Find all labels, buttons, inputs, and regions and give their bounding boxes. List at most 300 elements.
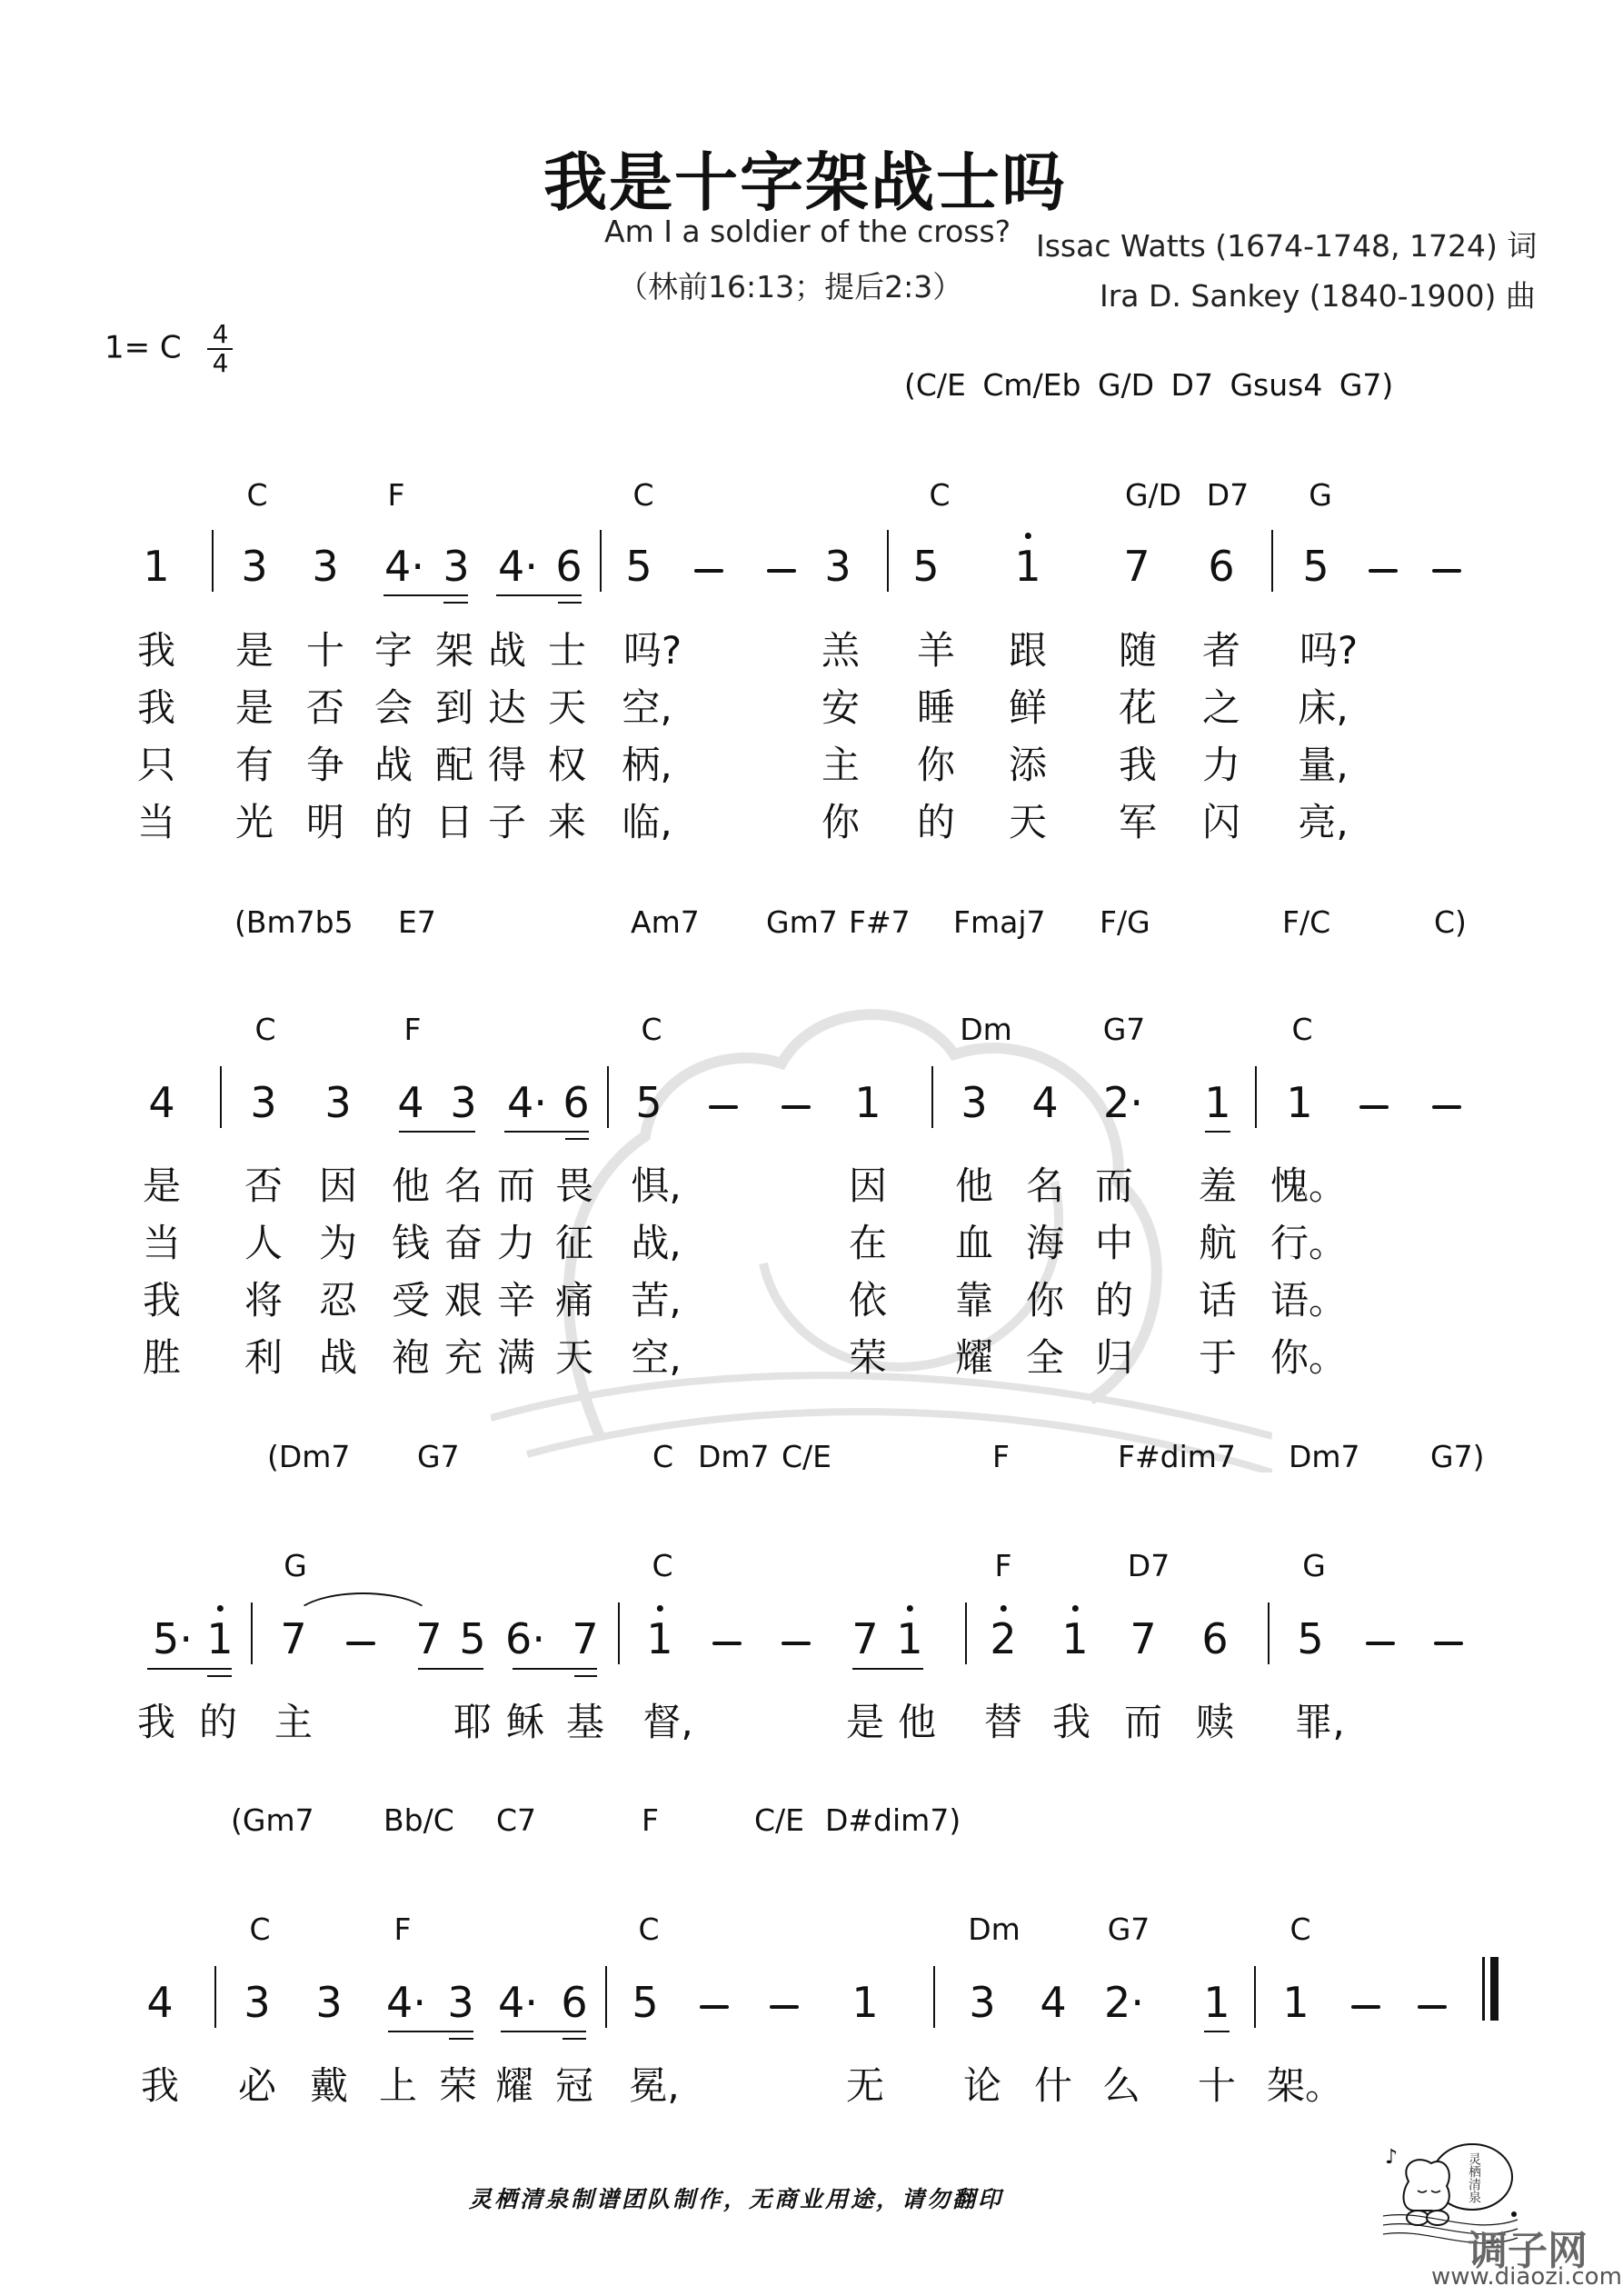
lyric: 名 xyxy=(1025,1163,1065,1208)
note: 6 xyxy=(1201,1614,1229,1663)
chord: G7 xyxy=(1107,1912,1150,1947)
chord: G xyxy=(1302,1548,1326,1583)
lyric: 荣 xyxy=(848,1335,888,1380)
intro-chord: C7 xyxy=(496,1802,537,1838)
note: 4· xyxy=(386,1978,426,2027)
intro-chord: F xyxy=(992,1439,1010,1474)
lyric: 架。 xyxy=(1266,2063,1344,2108)
lyric: 争 xyxy=(305,743,345,787)
note: 2· xyxy=(1104,1978,1144,2027)
note: 4· xyxy=(498,542,538,591)
lyric: 战 xyxy=(318,1335,358,1380)
lyric: 的 xyxy=(198,1700,238,1744)
barline xyxy=(887,530,889,592)
lyric: 在 xyxy=(848,1221,888,1265)
lyric: 血 xyxy=(954,1221,994,1265)
lyric: 柄, xyxy=(622,743,672,787)
lyric: 必 xyxy=(237,2063,277,2108)
underline xyxy=(443,602,468,604)
barline xyxy=(605,1966,607,2028)
underline xyxy=(558,602,582,604)
note: 6· xyxy=(505,1614,545,1663)
lyric: 惧, xyxy=(631,1163,682,1208)
english-title: Am I a soldier of the cross? xyxy=(604,214,1011,249)
final-barline-thick xyxy=(1490,1957,1499,2021)
chord: D7 xyxy=(1206,477,1250,513)
lyric: 士 xyxy=(547,628,587,673)
note: 5 xyxy=(635,1078,662,1127)
barline xyxy=(212,530,214,592)
underline xyxy=(504,1131,589,1133)
intro-chord: F xyxy=(642,1802,659,1838)
sustain-dash xyxy=(1359,1105,1389,1109)
lyric: 受 xyxy=(391,1278,431,1323)
chord: C xyxy=(1289,1912,1311,1947)
note: 4· xyxy=(384,542,424,591)
lyric: 我 xyxy=(1051,1700,1091,1744)
underline xyxy=(513,1668,597,1670)
octave-dot xyxy=(907,1605,913,1612)
underline xyxy=(207,1675,232,1677)
lyric: 日 xyxy=(434,800,474,844)
note: 2· xyxy=(1103,1078,1143,1127)
lyric: 人 xyxy=(244,1221,284,1265)
sustain-dash xyxy=(1432,1105,1461,1109)
lyric: 跟 xyxy=(1008,628,1048,673)
lyricist-credit: Issac Watts (1674-1748, 1724) 词 xyxy=(1036,228,1538,264)
lyric: 忍 xyxy=(318,1278,358,1323)
underline xyxy=(388,2031,473,2032)
lyric: 安 xyxy=(821,685,861,730)
lyric: 袍 xyxy=(391,1335,431,1380)
lyric: 全 xyxy=(1025,1335,1065,1380)
barline xyxy=(600,530,602,592)
note: 7 xyxy=(572,1614,599,1663)
lyric: 语。 xyxy=(1270,1278,1348,1323)
lyric: 你 xyxy=(821,800,861,844)
note-high: 1 xyxy=(206,1614,233,1663)
lyric: 而 xyxy=(1123,1700,1163,1744)
lyric: 荣 xyxy=(438,2063,478,2108)
lyric: 话 xyxy=(1198,1278,1238,1323)
lyric: 海 xyxy=(1025,1221,1065,1265)
intro-chord: C xyxy=(652,1439,674,1474)
intro-chord: Fmaj7 xyxy=(953,904,1046,940)
intro-chord: F/G xyxy=(1100,904,1150,940)
lyric: 么 xyxy=(1101,2063,1141,2108)
note: 4· xyxy=(498,1978,538,2027)
underline xyxy=(574,1675,597,1677)
underline xyxy=(1204,2031,1230,2032)
intro-chord: Bb/C xyxy=(383,1802,454,1838)
lyric: 明 xyxy=(305,800,345,844)
sustain-dash xyxy=(1351,2005,1380,2009)
intro-chord: F/C xyxy=(1282,904,1331,940)
octave-dot xyxy=(1001,1605,1007,1612)
lyric: 战, xyxy=(631,1221,682,1265)
lyric: 天 xyxy=(1008,800,1048,844)
lyric: 来 xyxy=(547,800,587,844)
chord: C xyxy=(254,1012,276,1047)
barline xyxy=(965,1602,967,1664)
note: 5 xyxy=(632,1978,659,2027)
lyric: 是 xyxy=(142,1163,182,1208)
intro-chord: (Bm7b5 xyxy=(234,904,353,940)
note: 6 xyxy=(563,1078,590,1127)
lyric: 得 xyxy=(487,743,527,787)
lyric: 有 xyxy=(234,743,274,787)
chord: G/D xyxy=(1124,477,1182,513)
lyric: 满 xyxy=(496,1335,536,1380)
time-sig-bottom: 4 xyxy=(212,348,229,378)
lyric: 否 xyxy=(244,1163,284,1208)
lyric: 子 xyxy=(487,800,527,844)
intro-chords: (C/E Cm/Eb G/D D7 Gsus4 G7) xyxy=(904,367,1394,403)
note: 4 xyxy=(1040,1978,1067,2027)
lyric: 艰 xyxy=(443,1278,483,1323)
lyric: 天 xyxy=(554,1335,594,1380)
lyric: 戴 xyxy=(309,2063,349,2108)
intro-chord: D#dim7) xyxy=(825,1802,961,1838)
copyright-notice: 灵栖清泉制谱团队制作，无商业用途，请勿翻印 xyxy=(469,2186,1004,2212)
note: 3 xyxy=(961,1078,988,1127)
lyric: 主 xyxy=(274,1700,314,1744)
sustain-dash xyxy=(782,1105,811,1109)
note: 5 xyxy=(1302,542,1329,591)
lyric: 耶 xyxy=(453,1700,493,1744)
note: 3 xyxy=(450,1078,477,1127)
intro-chord: C) xyxy=(1434,904,1467,940)
chord: F xyxy=(393,1912,412,1947)
note: 6 xyxy=(555,542,582,591)
sustain-dash xyxy=(1432,569,1461,573)
underline xyxy=(147,1668,232,1670)
note: 5 xyxy=(459,1614,486,1663)
barline xyxy=(214,1966,216,2028)
lyric: 随 xyxy=(1118,628,1158,673)
chord: C xyxy=(249,1912,271,1947)
intro-chord: Dm7 xyxy=(1289,1439,1360,1474)
intro-chord: (Dm7 xyxy=(267,1439,351,1474)
lyric: 量, xyxy=(1298,743,1349,787)
lyric: 的 xyxy=(916,800,956,844)
lyric: 权 xyxy=(547,743,587,787)
lyric: 是 xyxy=(234,685,274,730)
lyric: 因 xyxy=(318,1163,358,1208)
chord: C xyxy=(641,1012,662,1047)
lyric: 添 xyxy=(1008,743,1048,787)
note-high: 1 xyxy=(1014,542,1041,591)
note: 4 xyxy=(1031,1078,1059,1127)
lyric: 十 xyxy=(305,628,345,673)
lyric: 依 xyxy=(848,1278,888,1323)
lyric: 是 xyxy=(845,1700,885,1744)
note: 6 xyxy=(561,1978,588,2027)
underline xyxy=(496,594,582,596)
lyric: 罪, xyxy=(1294,1700,1345,1744)
barline xyxy=(1271,530,1273,592)
intro-chord: G7) xyxy=(1430,1439,1485,1474)
barline xyxy=(1268,1602,1270,1664)
chord: G xyxy=(284,1548,307,1583)
lyric: 稣 xyxy=(505,1700,545,1744)
lyric: 我 xyxy=(140,2063,180,2108)
chord: C xyxy=(652,1548,673,1583)
lyric: 字 xyxy=(373,628,413,673)
chord: F xyxy=(403,1012,422,1047)
intro-chord: C/E xyxy=(782,1439,832,1474)
lyric: 而 xyxy=(496,1163,536,1208)
lyric: 否 xyxy=(305,685,345,730)
sustain-dash xyxy=(694,569,723,573)
intro-chord: E7 xyxy=(398,904,436,940)
underline xyxy=(852,1668,923,1670)
lyric: 亮, xyxy=(1298,800,1349,844)
lyric: 胜 xyxy=(142,1335,182,1380)
lyric: 辛 xyxy=(496,1278,536,1323)
intro-chord: F#dim7 xyxy=(1118,1439,1236,1474)
lyric: 为 xyxy=(318,1221,358,1265)
note: 3 xyxy=(241,542,268,591)
lyric: 当 xyxy=(142,1221,182,1265)
lyric: 战 xyxy=(373,743,413,787)
note: 1 xyxy=(1203,1978,1230,2027)
lyric: 他 xyxy=(897,1700,937,1744)
note: 3 xyxy=(447,1978,474,2027)
site-name: 调子网 xyxy=(1468,2228,1588,2274)
lyric: 床, xyxy=(1298,685,1349,730)
chord: F xyxy=(387,477,405,513)
lyric: 耀 xyxy=(954,1335,994,1380)
barline xyxy=(1255,1066,1257,1128)
barline xyxy=(220,1066,222,1128)
octave-dot xyxy=(217,1605,224,1612)
note-high: 1 xyxy=(1061,1614,1088,1663)
lyric: 你。 xyxy=(1270,1335,1348,1380)
underline xyxy=(399,1131,475,1133)
lyric: 中 xyxy=(1094,1221,1134,1265)
lyric: 花 xyxy=(1118,685,1158,730)
lyric: 上 xyxy=(378,2063,418,2108)
lyric: 者 xyxy=(1201,628,1241,673)
lyric: 你 xyxy=(916,743,956,787)
underline xyxy=(383,594,468,596)
lyric: 无 xyxy=(845,2063,885,2108)
lyric: 奋 xyxy=(443,1221,483,1265)
lyric: 于 xyxy=(1198,1335,1238,1380)
lyric: 吗? xyxy=(1299,628,1359,673)
sustain-dash xyxy=(1369,569,1398,573)
note: 7 xyxy=(1130,1614,1157,1663)
lyric: 主 xyxy=(821,743,861,787)
lyric: 羔 xyxy=(821,628,861,673)
chord: C xyxy=(632,477,654,513)
barline xyxy=(1254,1966,1256,2028)
key-signature xyxy=(105,319,233,378)
chord: F xyxy=(994,1548,1012,1583)
lyric: 我 xyxy=(142,1278,182,1323)
note: 5 xyxy=(1297,1614,1324,1663)
note: 3 xyxy=(443,542,470,591)
note: 7 xyxy=(1123,542,1150,591)
chord: G7 xyxy=(1102,1012,1146,1047)
lyric: 行。 xyxy=(1270,1221,1348,1265)
sustain-dash xyxy=(1366,1642,1395,1645)
lyric: 航 xyxy=(1198,1221,1238,1265)
lyric: 你 xyxy=(1025,1278,1065,1323)
lyric: 他 xyxy=(391,1163,431,1208)
note: 3 xyxy=(250,1078,277,1127)
lyric: 战 xyxy=(487,628,527,673)
lyric: 而 xyxy=(1094,1163,1134,1208)
note: 1 xyxy=(1286,1078,1313,1127)
sustain-dash xyxy=(712,1642,742,1645)
lyric: 配 xyxy=(434,743,474,787)
chord: Dm xyxy=(960,1012,1012,1047)
lyric: 鲜 xyxy=(1008,685,1048,730)
scripture-reference: （林前16:13；提后2:3） xyxy=(618,269,963,304)
sustain-dash xyxy=(782,1642,811,1645)
barline xyxy=(618,1602,620,1664)
octave-dot xyxy=(1025,533,1031,539)
sustain-dash xyxy=(770,2005,799,2009)
lyric: 冠 xyxy=(554,2063,594,2108)
lyric: 赎 xyxy=(1195,1700,1235,1744)
lyric: 因 xyxy=(848,1163,888,1208)
lyric: 我 xyxy=(1118,743,1158,787)
sustain-dash xyxy=(1434,1642,1463,1645)
sustain-dash xyxy=(700,2005,729,2009)
intro-chord: (Gm7 xyxy=(231,1802,314,1838)
lyric: 达 xyxy=(487,685,527,730)
lyric: 闪 xyxy=(1201,800,1241,844)
lyric: 的 xyxy=(1094,1278,1134,1323)
lyric: 吗? xyxy=(622,628,682,673)
note: 1 xyxy=(1204,1078,1231,1127)
intro-chord: F#7 xyxy=(849,904,911,940)
lyric: 督, xyxy=(642,1700,693,1744)
intro-chord: C/E xyxy=(754,1802,805,1838)
intro-chord: Gm7 xyxy=(766,904,838,940)
lyric: 耀 xyxy=(494,2063,534,2108)
note: 4· xyxy=(507,1078,547,1127)
underline xyxy=(1205,1131,1230,1133)
note xyxy=(912,542,939,591)
lyric: 光 xyxy=(234,800,274,844)
song-title: 我是十字架战士吗 xyxy=(543,145,1067,220)
note: 3 xyxy=(969,1978,996,2027)
lyric: 会 xyxy=(373,685,413,730)
sustain-dash xyxy=(1418,2005,1447,2009)
lyric: 我 xyxy=(136,685,176,730)
chord: G xyxy=(1309,477,1332,513)
lyric: 畏 xyxy=(554,1163,594,1208)
lyric: 空, xyxy=(622,685,672,730)
lyric: 当 xyxy=(136,800,176,844)
note: 1 xyxy=(851,1978,879,2027)
lyric: 名 xyxy=(443,1163,483,1208)
note: 5 xyxy=(625,542,652,591)
chord: C xyxy=(246,477,268,513)
note: 4 xyxy=(397,1078,424,1127)
key-label: 1= C xyxy=(105,329,182,366)
note: 6 xyxy=(1208,542,1235,591)
note: 5· xyxy=(153,1614,193,1663)
note: 7 xyxy=(415,1614,443,1663)
lyric: 我 xyxy=(136,628,176,673)
site-url[interactable]: www.diaozi.com xyxy=(1431,2263,1622,2291)
lyric: 力 xyxy=(496,1221,536,1265)
lyric: 力 xyxy=(1201,743,1241,787)
composer-credit: Ira D. Sankey (1840-1900) 曲 xyxy=(1100,278,1536,314)
lyric: 苦, xyxy=(631,1278,682,1323)
lyric: 什 xyxy=(1033,2063,1073,2108)
underline xyxy=(565,1138,589,1140)
note: 3 xyxy=(315,1978,343,2027)
svg-text:♪: ♪ xyxy=(1385,2146,1399,2169)
underline xyxy=(449,2038,473,2040)
note: 4 xyxy=(148,1078,175,1127)
lyric: 将 xyxy=(244,1278,284,1323)
note: 3 xyxy=(324,1078,352,1127)
lyric: 我 xyxy=(136,1700,176,1744)
lyric: 羞 xyxy=(1198,1163,1238,1208)
note-high: 2 xyxy=(990,1614,1016,1663)
lyric: 是 xyxy=(234,628,274,673)
chord: D7 xyxy=(1127,1548,1170,1583)
lyric: 论 xyxy=(962,2063,1002,2108)
chord: C xyxy=(929,477,951,513)
lyric: 十 xyxy=(1197,2063,1237,2108)
note-high: 1 xyxy=(896,1614,922,1663)
final-barline-thin xyxy=(1482,1957,1485,2021)
note: 1 xyxy=(143,542,170,591)
sustain-dash xyxy=(767,569,796,573)
chord: Dm xyxy=(968,1912,1021,1947)
octave-dot xyxy=(1072,1605,1079,1612)
barline xyxy=(933,1966,935,2028)
intro-chord: Am7 xyxy=(631,904,700,940)
lyric: 利 xyxy=(244,1335,284,1380)
lyric: 基 xyxy=(565,1700,605,1744)
note: 1 xyxy=(1282,1978,1309,2027)
lyric: 靠 xyxy=(954,1278,994,1323)
tie-arc xyxy=(291,1592,435,1622)
chord: C xyxy=(638,1912,660,1947)
underline xyxy=(563,2038,586,2040)
octave-dot xyxy=(657,1605,663,1612)
lyric: 冕, xyxy=(629,2063,680,2108)
time-signature xyxy=(207,319,233,378)
lyric: 到 xyxy=(434,685,474,730)
barline xyxy=(607,1066,609,1128)
intro-chord: Dm7 xyxy=(698,1439,770,1474)
lyric: 只 xyxy=(136,743,176,787)
lyric: 归 xyxy=(1094,1335,1134,1380)
intro-chord: G7 xyxy=(417,1439,460,1474)
time-sig-top: 4 xyxy=(212,319,229,349)
lyric: 睡 xyxy=(916,685,956,730)
lyric: 愧。 xyxy=(1270,1163,1348,1208)
note: 4 xyxy=(146,1978,174,2027)
lyric: 征 xyxy=(554,1221,594,1265)
lyric: 他 xyxy=(954,1163,994,1208)
note-value: 5 xyxy=(912,542,940,591)
note: 7 xyxy=(851,1614,879,1663)
note: 3 xyxy=(312,542,339,591)
note-high: 1 xyxy=(646,1614,672,1663)
note: 3 xyxy=(244,1978,271,2027)
